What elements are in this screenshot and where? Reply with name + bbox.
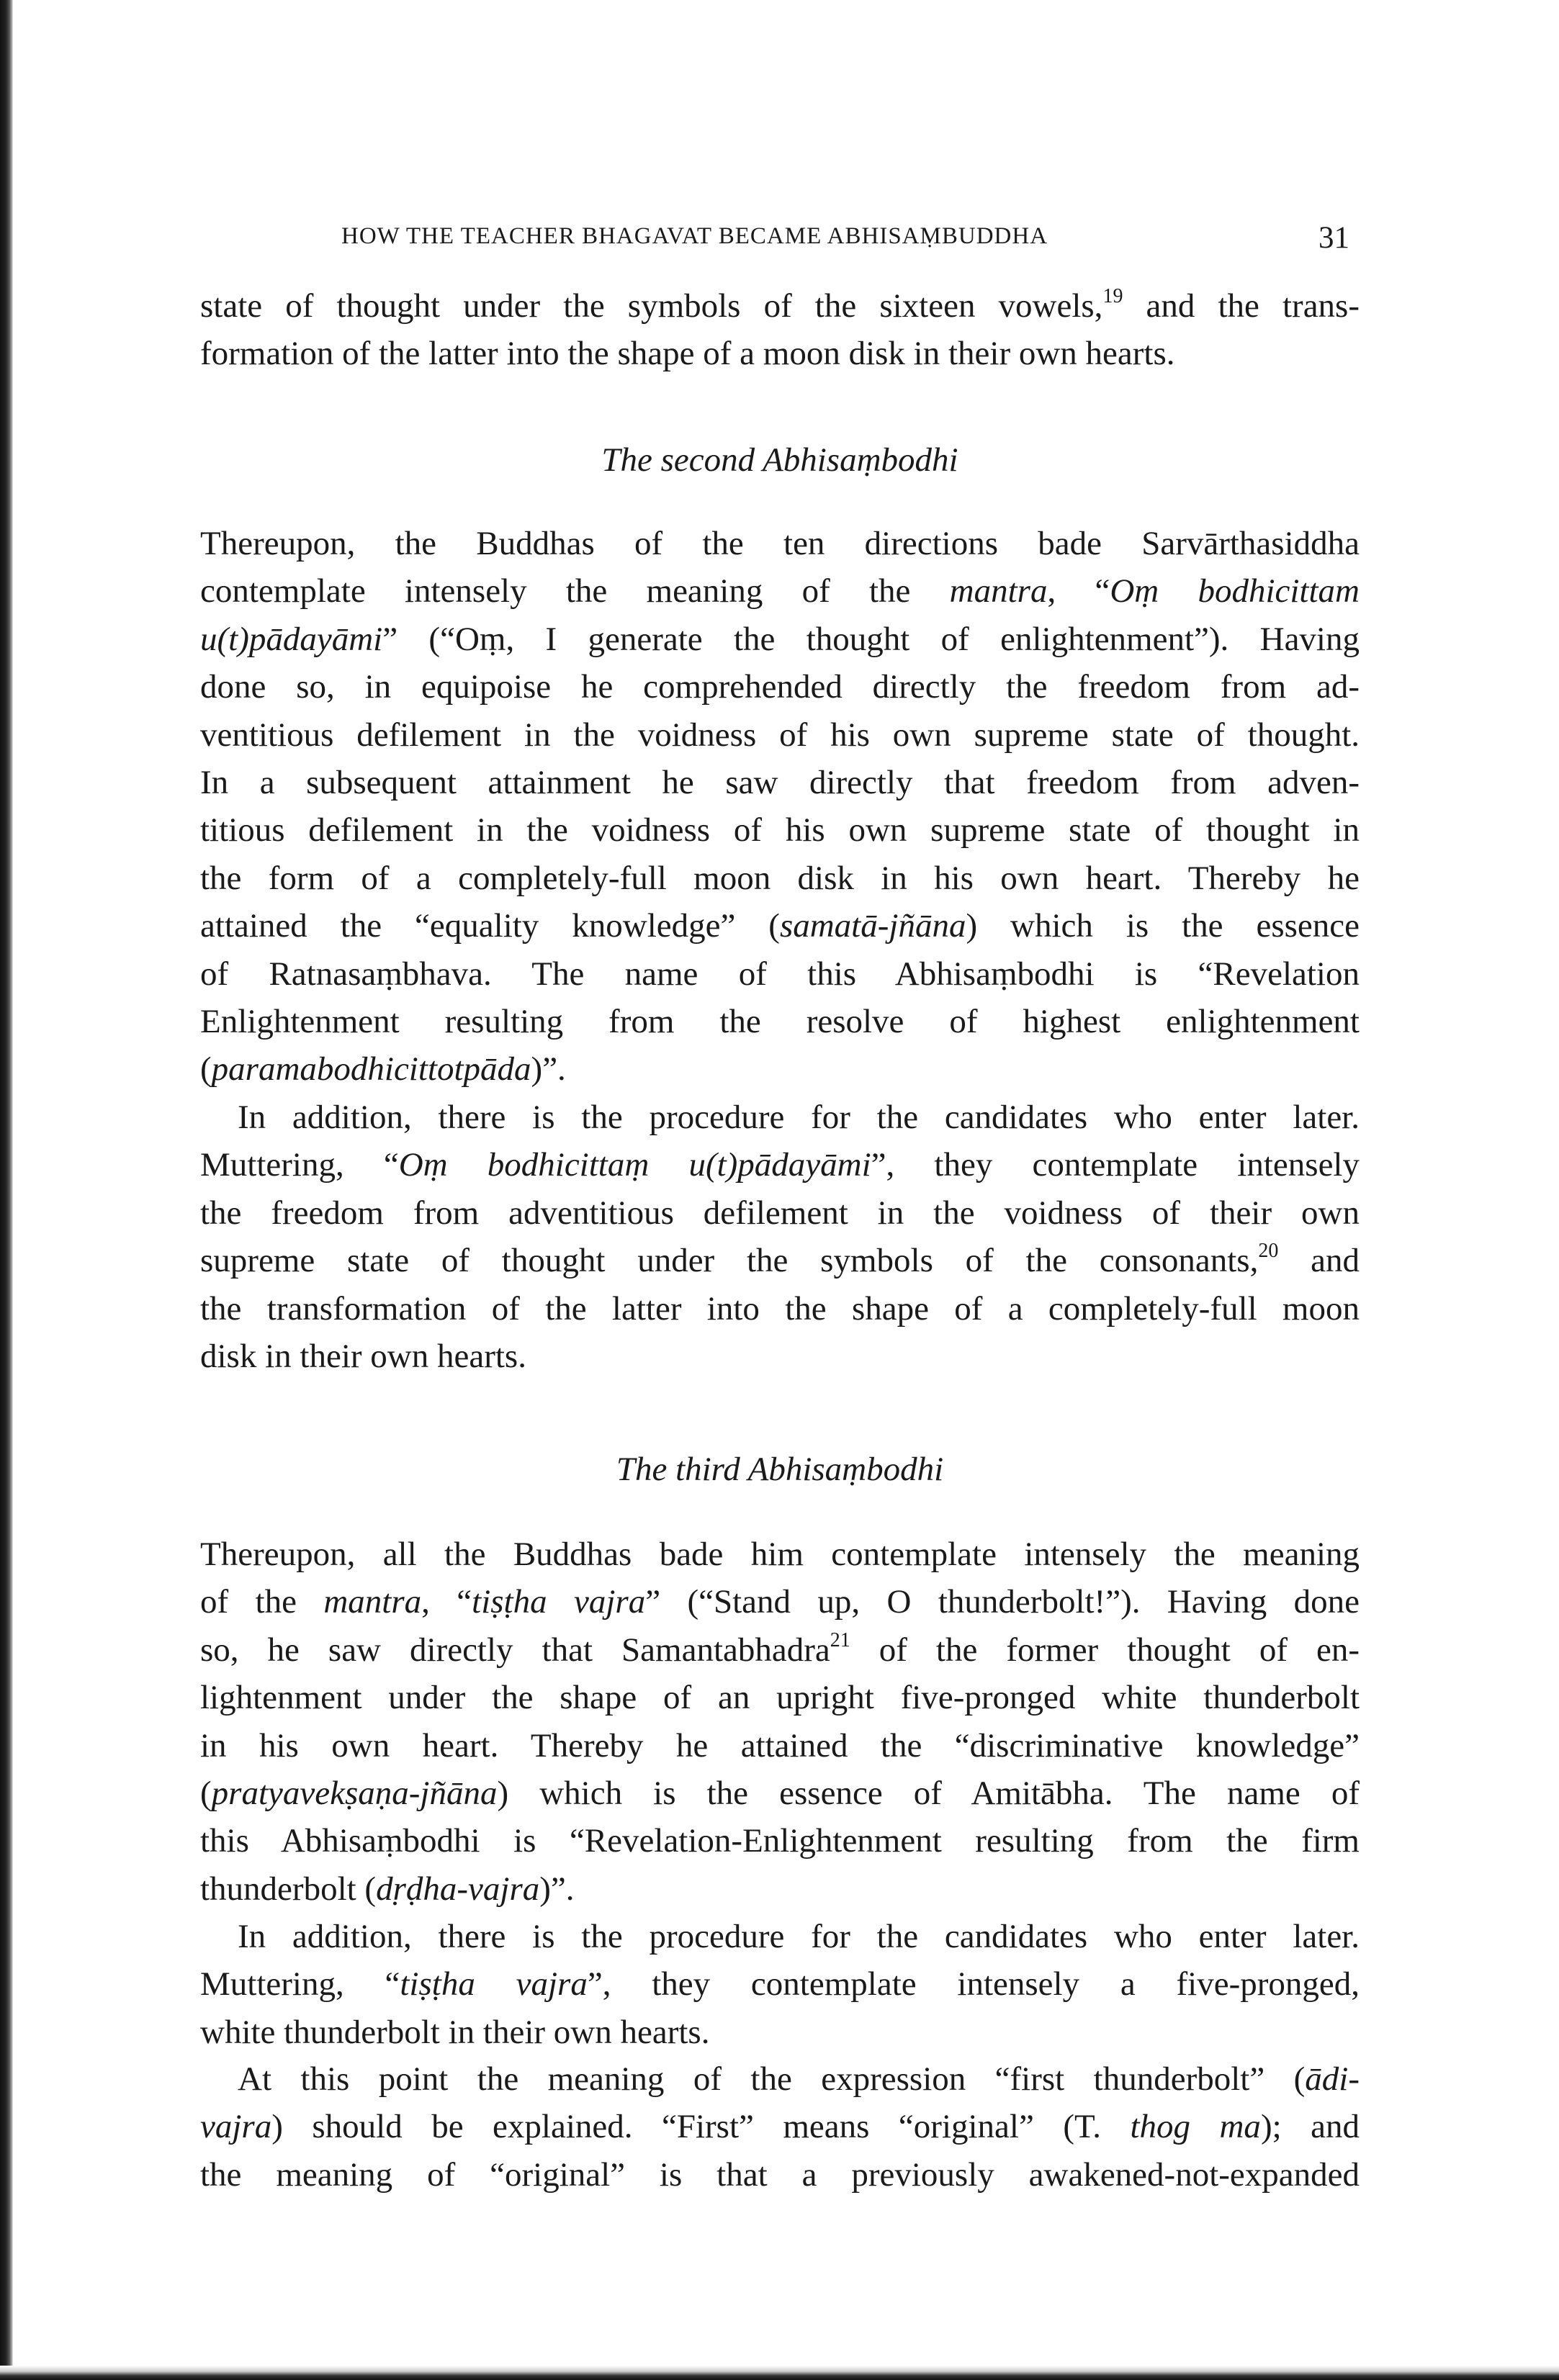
text-line: attained the “equality knowledge” (samatā-jñāna) which is the essence (200, 907, 1360, 945)
text-line: thunderbolt (dṛḍha-vajra)”. (200, 1870, 575, 1908)
text-line: formation of the latter into the shape of a moon disk in their own hearts. (200, 335, 1175, 373)
text-line: In a subsequent attainment he saw directly that freedom from adven- (200, 764, 1360, 802)
footnote-ref-20[interactable]: 20 (1258, 1240, 1279, 1263)
text-line: vajra) should be explained. “First” means “original” (T. thog ma); and (200, 2108, 1360, 2146)
text-line: supreme state of thought under the symbols of the consonants,$^{20}$ and (200, 1240, 1360, 1280)
text-line: white thunderbolt in their own hearts. (200, 2013, 710, 2051)
text-line: Muttering, “tiṣṭha vajra”, they contemplate intensely a five-pronged, (200, 1965, 1360, 2003)
text-line: this Abhisaṃbodhi is “Revelation-Enlightenment resulting from the firm (200, 1822, 1360, 1860)
text-line: u(t)pādayāmi” (“Oṃ, I generate the thought of enlightenment”). Having (200, 620, 1360, 658)
text-line: done so, in equipoise he comprehended directly the freedom from ad- (200, 668, 1360, 706)
text-line: At this point the meaning of the expression “first thunderbolt” (ādi- (238, 2060, 1360, 2098)
text-line: the transformation of the latter into the shape of a completely-full moon (200, 1289, 1360, 1328)
text-line: contemplate intensely the meaning of the mantra, “Oṃ bodhicittam (200, 572, 1360, 610)
page-bottom-edge (0, 2366, 1559, 2380)
text-line: In addition, there is the procedure for the candidates who enter later. (238, 1099, 1360, 1136)
paragraph-third (200, 1531, 1360, 1913)
paragraph-second (200, 520, 1360, 1094)
book-spine-shadow (0, 0, 13, 2380)
text-line: ventitious defilement in the voidness of his own supreme state of thought. (200, 716, 1360, 754)
paragraph-third-candidates (200, 1913, 1360, 2056)
text-line: disk in their own hearts. (200, 1338, 526, 1376)
text-line: the form of a completely-full moon disk in his own heart. Thereby he (200, 859, 1360, 897)
text-line: Enlightenment resulting from the resolve of highest enlightenment (200, 1003, 1360, 1041)
footnote-ref-19[interactable]: 19 (1102, 285, 1123, 307)
footnote-ref-21[interactable]: 21 (830, 1628, 850, 1651)
text-line: lightenment under the shape of an upright five-pronged white thunderbolt (200, 1679, 1360, 1717)
section-heading-third: The third Abhisaṃbodhi (616, 1451, 944, 1488)
page-number: 31 (1318, 221, 1349, 255)
paragraph-intro (200, 282, 1360, 378)
paragraph-first-thunderbolt (200, 2055, 1360, 2199)
text-line: In addition, there is the procedure for the candidates who enter later. (238, 1918, 1360, 1955)
running-title: HOW THE TEACHER BHAGAVAT BECAME ABHISAṂBUDDHA (341, 223, 1048, 249)
text-line: Muttering, “Oṃ bodhicittaṃ u(t)pādayāmi”, they contemplate intensely (200, 1146, 1360, 1184)
paragraph-second-candidates (200, 1094, 1360, 1380)
text-line: Thereupon, the Buddhas of the ten directions bade Sarvārthasiddha (200, 525, 1360, 562)
text-line: so, he saw directly that Samantabhadra$^{21}$ of the former thought of en- (200, 1628, 1360, 1669)
text-line: state of thought under the symbols of the sixteen vowels,$^{19}$ and the trans- (200, 285, 1360, 325)
text-line: the meaning of “original” is that a previously awakened-not-expanded (200, 2155, 1360, 2194)
text-line: of the mantra, “tiṣṭha vajra” (“Stand up, O thunderbolt!”). Having done (200, 1583, 1360, 1621)
text-line: (paramabodhicittotpāda)”. (200, 1050, 566, 1088)
text-line: (pratyavekṣaṇa-jñāna) which is the essence of Amitābha. The name of (200, 1775, 1360, 1813)
text-line: the freedom from adventitious defilement in the voidness of their own (200, 1194, 1360, 1232)
text-line: titious defilement in the voidness of his own supreme state of thought in (200, 811, 1360, 849)
running-head (341, 220, 1349, 253)
text-line: in his own heart. Thereby he attained the “discriminative knowledge” (200, 1726, 1360, 1764)
text-line: Thereupon, all the Buddhas bade him contemplate intensely the meaning (200, 1536, 1360, 1573)
text-line: of Ratnasaṃbhava. The name of this Abhisaṃbodhi is “Revelation (200, 955, 1360, 993)
section-heading-second: The second Abhisaṃbodhi (601, 441, 958, 479)
